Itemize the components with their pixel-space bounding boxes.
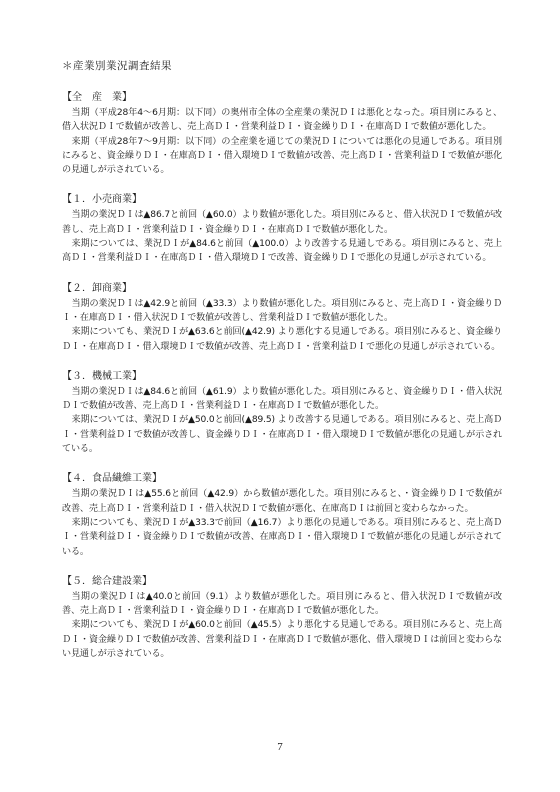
paragraph-current-period: 当期の業況ＤＩは▲84.6と前回（▲61.9）より数値が悪化した。項目別にみると、資金繰りＤＩ・借入状況ＤＩで数値が改善、売上高ＤＩ・営業利益ＤＩ・在庫高ＤＩで数値が悪化した。 [62, 386, 502, 412]
paragraph-next-period: 来期についても、業況ＤＩが▲60.0と前回（▲45.5）より悪化する見通しである。項目別にみると、売上高ＤＩ・資金繰りＤＩで数値が改善、営業利益ＤＩ・在庫高ＤＩで数値が悪化、借入環境ＤＩは前回と変わらない見通しが示されている。 [62, 620, 502, 660]
section-heading: 【全 産 業】 [62, 92, 132, 103]
document-page [62, 58, 502, 676]
paragraph-next-period: 来期についても、業況ＤＩが▲63.6と前回(▲42.9) より悪化する見通しである。項目別にみると、資金繰りＤＩ・在庫高ＤＩ・借入環境ＤＩで数値が改善、売上高ＤＩ・営業利益ＤＩで悪化の見通しが示されている。 [62, 327, 502, 352]
section-retail [62, 192, 502, 265]
paragraph-next-period: 来期については、業況ＤＩが▲84.6と前回（▲100.0）より改善する見通しである。項目別にみると、売上高ＤＩ・営業利益ＤＩ・在庫高ＤＩ・借入環境ＤＩで改善、資金繰りＤＩで悪化の見通しが示されている。 [62, 239, 502, 264]
paragraph-next-period: 来期についても、業況ＤＩが▲33.3で前回（▲16.7）より悪化の見通しである。項目別にみると、売上高ＤＩ・営業利益ＤＩ・資金繰りＤＩで数値が改善、在庫高ＤＩ・借入環境ＤＩで数値が悪化の見通しが示されている。 [62, 517, 502, 557]
section-heading: 【１．小売商業】 [62, 194, 142, 206]
section-heading: 【３．機械工業】 [62, 370, 142, 382]
paragraph-current-period: 当期（平成28年4～6月期：以下同）の奥州市全体の全産業の業況ＤＩは悪化となった。項目別にみると、借入状況ＤＩで数値が改善し、売上高ＤＩ・営業利益ＤＩ・資金繰りＤＩ・在庫高ＤＩで数値が悪化した。 [62, 108, 502, 133]
paragraph-next-period: 来期（平成28年7～9月期：以下同）の全産業を通じての業況ＤＩについては悪化の見通しである。項目別にみると、資金繰りＤＩ・在庫高ＤＩ・借入環境ＤＩで数値が改善、売上高ＤＩ・営業利益ＤＩで数値が悪化の見通しが示されている。 [62, 136, 502, 176]
section-construction [62, 574, 502, 661]
paragraph-current-period: 当期の業況ＤＩは▲42.9と前回（▲33.3）より数値が悪化した。項目別にみると、売上高ＤＩ・資金繰りＤＩ・在庫高ＤＩ・借入状況ＤＩで数値が改善し、営業利益ＤＩで数値が悪化した。 [62, 298, 502, 323]
section-wholesale [62, 281, 502, 354]
paragraph-next-period: 来期については、業況ＤＩが▲50.0と前回(▲89.5) より改善する見通しである。項目別にみると、売上高ＤＩ・営業利益ＤＩで数値が改善し、資金繰りＤＩ・在庫高ＤＩ・借入環境ＤＩで数値が悪化の見通しが示されている。 [62, 415, 502, 455]
document-title: ＊産業別業況調査結果 [62, 60, 172, 72]
section-heading: 【２．卸商業】 [62, 282, 132, 294]
paragraph-current-period: 当期の業況ＤＩは▲86.7と前回（▲60.0）より数値が悪化した。項目別にみると、借入状況ＤＩで数値が改善し、売上高ＤＩ・営業利益ＤＩ・資金繰りＤＩ・在庫高ＤＩで数値が悪化した。 [62, 210, 502, 235]
paragraph-current-period: 当期の業況ＤＩは▲40.0と前回（9.1）より数値が悪化した。項目別にみると、借入状況ＤＩで数値が改善、売上高ＤＩ・営業利益ＤＩ・資金繰りＤＩ・在庫高ＤＩで数値が悪化した。 [62, 591, 502, 617]
paragraph-current-period: 当期の業況ＤＩは▲55.6と前回（▲42.9）から数値が悪化した。項目別にみると、・資金繰りＤＩで数値が改善、売上高ＤＩ・営業利益ＤＩ・借入状況ＤＩで数値が悪化、在庫高ＤＩは前回と変わらなかった。 [62, 489, 502, 514]
section-all-industries [62, 90, 502, 177]
section-heading: 【５．総合建設業】 [62, 575, 152, 587]
section-machinery [62, 369, 502, 456]
section-heading: 【４．食品繊維工業】 [62, 473, 162, 485]
page-number: 7 [277, 741, 283, 753]
section-food-textile [62, 471, 502, 558]
